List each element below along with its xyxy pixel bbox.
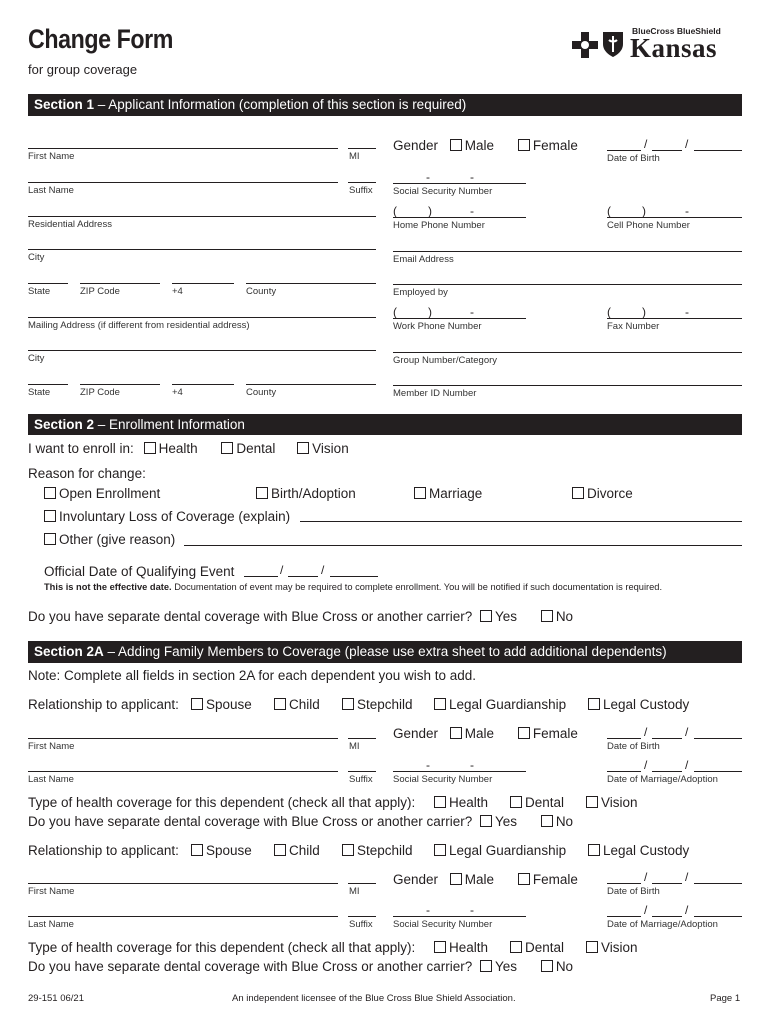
dep2-first-name-field[interactable] [28,883,338,884]
dep2-guardianship-option [434,843,566,858]
dep1-dental-question: Do you have separate dental coverage with Blue Cross or another carrier? [28,814,473,829]
dep2-dom-slash-2: / [685,903,689,917]
mailing-address-label: Mailing Address (if different from residential address) [28,320,250,331]
dep2-child-label: Child [289,843,320,858]
fax-field[interactable] [607,318,742,319]
dep2-suffix-label: Suffix [349,919,373,930]
city-field[interactable] [28,249,376,250]
shield-icon [601,30,625,58]
dob-slash-1: / [644,137,648,151]
plus4-label: +4 [172,286,183,297]
dep2-ssn-dash-2: - [470,903,474,917]
dep1-dom-label: Date of Marriage/Adoption [607,774,718,785]
dep2-stepchild-option [342,843,413,858]
male-checkbox[interactable] [450,139,462,151]
divorce-checkbox[interactable] [572,487,584,499]
marriage-checkbox[interactable] [414,487,426,499]
health-checkbox[interactable] [144,442,156,454]
first-name-label: First Name [28,151,75,162]
dep1-health-label: Health [449,795,489,810]
dep1-custody-label: Legal Custody [603,697,690,712]
dep1-dental-no-checkbox[interactable] [541,815,553,827]
dep2-dob-slash-2: / [685,870,689,884]
marriage-option [414,486,482,501]
dep1-dom-month-field[interactable] [607,771,641,772]
licensee-notice: An independent licensee of the Blue Cross Blue Shield Association. [232,993,516,1004]
email-field[interactable] [393,251,742,252]
dep1-ssn-dash-2: - [470,758,474,772]
dep1-suffix-label: Suffix [349,774,373,785]
gender-label: Gender [393,138,439,153]
dep2-female-checkbox[interactable] [518,873,530,885]
ssn-label: Social Security Number [393,186,493,197]
dep2-dob-label: Date of Birth [607,886,660,897]
open-enrollment-checkbox[interactable] [44,487,56,499]
dep2-child-checkbox[interactable] [274,844,286,856]
section-2a-header [28,641,742,663]
last-name-field[interactable] [28,182,338,183]
divorce-label: Divorce [587,486,633,501]
section-2-label: Section 2 [34,417,95,432]
dep1-guardianship-option [434,697,566,712]
dep2-type-row [28,940,415,955]
section-2a-label: Section 2A [34,644,104,659]
suffix-field[interactable] [348,182,376,183]
dep1-ssn-field[interactable] [393,771,526,772]
first-name-field[interactable] [28,148,338,149]
brand-small-text: BlueCross BlueShield [632,26,721,36]
dep1-custody-option [588,697,689,712]
dep2-vision-checkbox[interactable] [586,941,598,953]
dep1-dental-label: Dental [525,795,565,810]
form-subtitle: for group coverage [28,62,138,77]
dep2-ssn-field[interactable] [393,916,526,917]
home-phone-paren-close: ) [428,204,432,218]
dep1-first-name-label: First Name [28,741,75,752]
mailing-plus4-field[interactable] [172,384,234,385]
open-enrollment-option [44,486,160,501]
involuntary-checkbox[interactable] [44,510,56,522]
qualifying-day-field[interactable] [288,576,318,577]
dep2-dental-yes-checkbox[interactable] [480,960,492,972]
dep2-custody-option [588,843,689,858]
mailing-city-field[interactable] [28,350,376,351]
dep1-health-option [434,795,488,810]
form-title: Change Form [28,24,173,54]
dental-checkbox[interactable] [221,442,233,454]
dob-year-field[interactable] [694,150,742,151]
dep2-vision-label: Vision [601,940,638,955]
dep1-dental-checkbox[interactable] [510,796,522,808]
other-checkbox[interactable] [44,533,56,545]
dep1-relationship-row [28,697,179,712]
enroll-row [28,441,349,456]
work-phone-paren-open: ( [393,305,397,319]
dental-label: Dental [236,441,276,456]
dep1-dental-yes-checkbox[interactable] [480,815,492,827]
dep2-dom-label: Date of Marriage/Adoption [607,919,718,930]
dep1-first-name-field[interactable] [28,738,338,739]
dep2-dob-day-field[interactable] [652,883,682,884]
dep1-ssn-label: Social Security Number [393,774,493,785]
dep2-spouse-label: Spouse [206,843,252,858]
dep2-dental-yes-label: Yes [495,959,518,974]
dep1-stepchild-label: Stepchild [357,697,413,712]
section-1-label: Section 1 [34,97,95,112]
dep1-spouse-option [191,697,252,712]
home-phone-label: Home Phone Number [393,220,485,231]
involuntary-label: Involuntary Loss of Coverage (explain) [59,509,291,524]
mi-field[interactable] [348,148,376,149]
dep1-stepchild-checkbox[interactable] [342,698,354,710]
dep2-relationship-label: Relationship to applicant: [28,843,179,858]
health-label: Health [158,441,198,456]
mailing-zip-label: ZIP Code [80,387,120,398]
dep2-last-name-label: Last Name [28,919,74,930]
suffix-label: Suffix [349,185,373,196]
dep1-dob-slash-1: / [644,725,648,739]
dep2-suffix-field[interactable] [348,916,376,917]
dep1-type-question: Type of health coverage for this dependent (check all that apply): [28,795,416,810]
dep2-last-name-field[interactable] [28,916,338,917]
email-label: Email Address [393,254,454,265]
qualifying-year-field[interactable] [330,576,378,577]
dep1-dom-year-field[interactable] [694,771,742,772]
dep2-dom-day-field[interactable] [652,916,682,917]
dep2-custody-checkbox[interactable] [588,844,600,856]
mailing-plus4-label: +4 [172,387,183,398]
dep1-relationship-label: Relationship to applicant: [28,697,179,712]
s2-dental-question: Do you have separate dental coverage with Blue Cross or another carrier? [28,609,473,624]
dep2-female-label: Female [532,872,578,887]
dep2-health-checkbox[interactable] [434,941,446,953]
state-field[interactable] [28,283,68,284]
cell-phone-label: Cell Phone Number [607,220,690,231]
dep2-ssn-label: Social Security Number [393,919,493,930]
dep1-male-label: Male [464,726,495,741]
cell-phone-field[interactable] [607,217,742,218]
dep2-mi-field[interactable] [348,883,376,884]
dep2-stepchild-label: Stepchild [357,843,413,858]
s2-dental-question-row [28,609,573,624]
dep2-mi-label: MI [349,886,360,897]
residential-address-field[interactable] [28,216,376,217]
dep1-type-row [28,795,415,810]
dep1-dental-no-label: No [555,814,574,829]
other-reason-field[interactable] [184,545,742,546]
dep2-dom-year-field[interactable] [694,916,742,917]
mailing-state-label: State [28,387,51,398]
dob-day-field[interactable] [652,150,682,151]
dep1-dom-slash-1: / [644,758,648,772]
dep2-gender-group [393,872,578,887]
dep2-dob-year-field[interactable] [694,883,742,884]
section-1-title: – Applicant Information (completion of this section is required) [94,97,467,112]
plus4-field[interactable] [172,283,234,284]
dep1-ssn-dash-1: - [426,758,430,772]
section-2-header [28,414,742,435]
dob-month-field[interactable] [607,150,641,151]
cell-phone-paren-open: ( [607,204,611,218]
dep2-spouse-option [191,843,252,858]
dep1-last-name-field[interactable] [28,771,338,772]
fax-dash: - [685,305,689,319]
open-enrollment-label: Open Enrollment [59,486,161,501]
dep2-male-label: Male [464,872,495,887]
dep1-spouse-label: Spouse [206,697,252,712]
dep1-guardianship-label: Legal Guardianship [449,697,567,712]
dep2-dental-question: Do you have separate dental coverage with Blue Cross or another carrier? [28,959,473,974]
dep1-dental-option [510,795,564,810]
dep1-health-checkbox[interactable] [434,796,446,808]
cell-phone-paren-close: ) [642,204,646,218]
effective-date-note-bold: This is not the effective date. [44,582,172,592]
dep2-dental-question-row [28,959,573,974]
dep2-ssn-dash-1: - [426,903,430,917]
dep2-health-option [434,940,488,955]
work-phone-field[interactable] [393,318,526,319]
dep1-guardianship-checkbox[interactable] [434,698,446,710]
dep1-dom-day-field[interactable] [652,771,682,772]
home-phone-paren-open: ( [393,204,397,218]
dep1-dob-year-field[interactable] [694,738,742,739]
qualifying-month-field[interactable] [244,576,278,577]
dep1-vision-checkbox[interactable] [586,796,598,808]
section-2-title: – Enrollment Information [94,417,245,432]
group-number-field[interactable] [393,352,742,353]
work-phone-label: Work Phone Number [393,321,482,332]
dep1-child-option [274,697,320,712]
group-number-label: Group Number/Category [393,355,498,366]
s2-dental-no-checkbox[interactable] [541,610,553,622]
mailing-city-label: City [28,353,45,364]
s2-dental-no-label: No [555,609,574,624]
fax-paren-close: ) [642,305,646,319]
dep2-dom-month-field[interactable] [607,916,641,917]
cross-icon [572,32,598,58]
dep1-mi-label: MI [349,741,360,752]
divorce-option [572,486,633,501]
home-phone-field[interactable] [393,217,526,218]
s2-dental-yes-checkbox[interactable] [480,610,492,622]
dep1-last-name-label: Last Name [28,774,74,785]
mi-label: MI [349,151,360,162]
qualifying-slash-2: / [321,563,325,577]
dep1-gender-label: Gender [393,726,439,741]
dep1-dom-slash-2: / [685,758,689,772]
dep1-female-label: Female [532,726,578,741]
dep2-type-question: Type of health coverage for this dependent (check all that apply): [28,940,416,955]
dep2-dom-slash-1: / [644,903,648,917]
dep1-custody-checkbox[interactable] [588,698,600,710]
dep2-child-option [274,843,320,858]
female-label: Female [532,138,578,153]
mailing-zip-field[interactable] [80,384,160,385]
dep2-dob-month-field[interactable] [607,883,641,884]
involuntary-explain-field[interactable] [300,521,742,522]
dep1-vision-option [586,795,638,810]
dep1-dental-question-row [28,814,573,829]
mailing-county-label: County [246,387,277,398]
birth-adoption-option [256,486,356,501]
dep1-dental-yes-label: Yes [495,814,518,829]
effective-date-note [44,582,662,592]
dep2-dental-checkbox[interactable] [510,941,522,953]
fax-paren-open: ( [607,305,611,319]
state-label: State [28,286,51,297]
dep2-guardianship-checkbox[interactable] [434,844,446,856]
brand-logo [572,26,744,63]
dep1-dob-month-field[interactable] [607,738,641,739]
dep2-dob-slash-1: / [644,870,648,884]
employer-field[interactable] [393,284,742,285]
section-2a-title: – Adding Family Members to Coverage (please use extra sheet to add additional dependents) [103,644,667,659]
member-id-label: Member ID Number [393,388,477,399]
dep2-first-name-label: First Name [28,886,75,897]
vision-label: Vision [312,441,349,456]
home-phone-dash: - [470,204,474,218]
ssn-dash-2: - [470,170,474,184]
mailing-county-field[interactable] [246,384,376,385]
dep1-spouse-checkbox[interactable] [191,698,203,710]
birth-adoption-checkbox[interactable] [256,487,268,499]
dep1-dob-day-field[interactable] [652,738,682,739]
dep2-relationship-row [28,843,179,858]
dep2-dental-no-checkbox[interactable] [541,960,553,972]
form-code: 29-151 06/21 [28,993,84,1004]
dep1-vision-label: Vision [601,795,638,810]
dep1-female-checkbox[interactable] [518,727,530,739]
work-phone-dash: - [470,305,474,319]
dep2-male-checkbox[interactable] [450,873,462,885]
gender-group [393,138,578,153]
female-checkbox[interactable] [518,139,530,151]
other-option [44,532,175,547]
male-label: Male [464,138,495,153]
dep2-health-label: Health [449,940,489,955]
ssn-dash-1: - [426,170,430,184]
employer-label: Employed by [393,287,448,298]
zip-field[interactable] [80,283,160,284]
dob-slash-2: / [685,137,689,151]
dep1-suffix-field[interactable] [348,771,376,772]
dep1-dob-label: Date of Birth [607,741,660,752]
birth-adoption-label: Birth/Adoption [271,486,356,501]
dep2-stepchild-checkbox[interactable] [342,844,354,856]
reason-label: Reason for change: [28,466,146,481]
involuntary-option [44,509,290,524]
dep1-stepchild-option [342,697,413,712]
last-name-label: Last Name [28,185,74,196]
section-2a-note: Note: Complete all fields in section 2A for each dependent you wish to add. [28,668,477,683]
dob-label: Date of Birth [607,153,660,164]
page-number: Page 1 [710,993,741,1004]
residential-address-label: Residential Address [28,219,112,230]
qualifying-event-label: Official Date of Qualifying Event [44,564,235,579]
city-label: City [28,252,45,263]
section-1-header [28,94,742,116]
member-id-field[interactable] [393,385,742,386]
effective-date-note-text: Documentation of event may be required to complete enrollment. You will be notified if such documentation is required. [171,582,663,592]
dep2-vision-option [586,940,638,955]
fax-label: Fax Number [607,321,660,332]
county-label: County [246,286,277,297]
mailing-address-field[interactable] [28,317,376,318]
dep1-gender-group [393,726,578,741]
cell-phone-dash: - [685,204,689,218]
enroll-label: I want to enroll in: [28,441,134,456]
county-field[interactable] [246,283,376,284]
dep1-dob-slash-2: / [685,725,689,739]
marriage-label: Marriage [429,486,483,501]
dep2-dental-no-label: No [555,959,574,974]
vision-checkbox[interactable] [297,442,309,454]
dep2-custody-label: Legal Custody [603,843,690,858]
dep1-male-checkbox[interactable] [450,727,462,739]
dep1-child-label: Child [289,697,320,712]
dep2-spouse-checkbox[interactable] [191,844,203,856]
ssn-field[interactable] [393,183,526,184]
work-phone-paren-close: ) [428,305,432,319]
dep2-gender-label: Gender [393,872,439,887]
zip-label: ZIP Code [80,286,120,297]
s2-dental-yes-label: Yes [495,609,518,624]
qualifying-slash-1: / [280,563,284,577]
mailing-state-field[interactable] [28,384,68,385]
brand-state-text: Kansas [630,33,718,63]
other-label: Other (give reason) [59,532,176,547]
dep2-dental-option [510,940,564,955]
dep2-dental-label: Dental [525,940,565,955]
dep1-child-checkbox[interactable] [274,698,286,710]
dep2-guardianship-label: Legal Guardianship [449,843,567,858]
dep1-mi-field[interactable] [348,738,376,739]
